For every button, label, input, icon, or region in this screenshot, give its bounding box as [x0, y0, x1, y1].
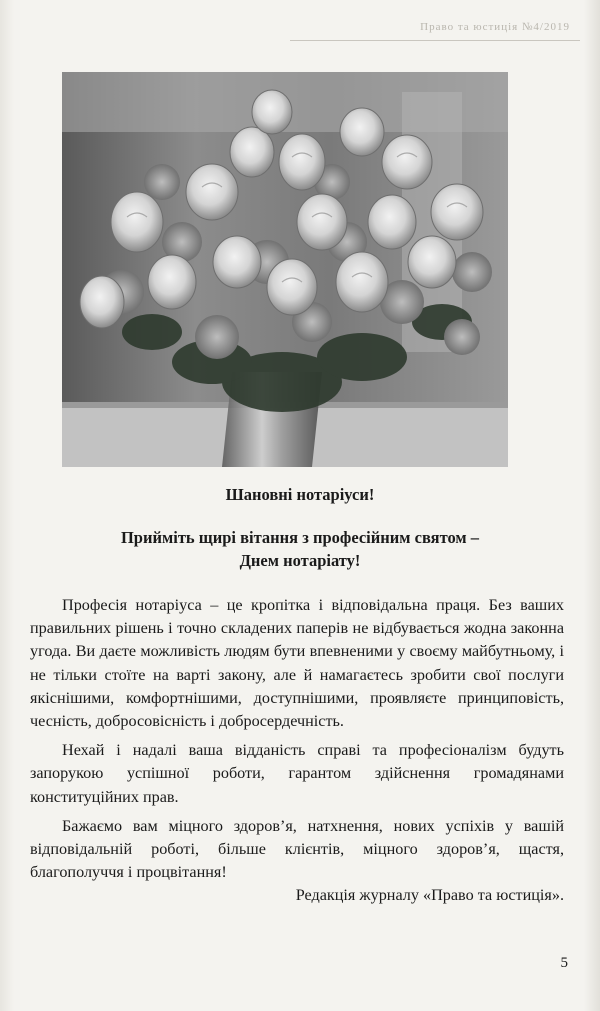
paragraph-3: Бажаємо вам міцного здоров’я, натхнення, нових успіхів у вашій відповідальній роботі, більше клієнтів, міцного здоров’я, щастя, благополуччя і процвітання! — [30, 816, 564, 882]
paragraph-2: Нехай і надалі ваша відданість справі та професіоналізм будуть запорукою успішної роботи, гарантом здійснення громадянами конституційних прав. — [30, 741, 564, 806]
congratulation-heading-line2: Днем нотаріату! — [239, 551, 361, 570]
congratulation-heading-line1: Прийміть щирі вітання з професійним святом – — [120, 528, 480, 547]
running-header: Право та юстиція №4/2019 — [290, 14, 580, 41]
greeting-heading: Шановні нотаріуси! — [225, 485, 375, 504]
roses-bouquet-photo — [62, 72, 508, 467]
signature: Редакція журналу «Право та юстиція». — [295, 886, 564, 904]
paragraph-1: Професія нотаріуса – це кропітка і відповідальна праця. Без ваших правильних рішень і точно складених паперів не відбувається жодна законна угода. Ви даєте можливість людям бути впевненими у своєму майбутньому, і не тільки стоїте на варті закону, але й намагаєтесь зробити свої послуги якіснішими, комфортнішими, доступнішими, проявляєте принциповість, чесність, добросовісність і доброcердечність. — [30, 596, 564, 731]
letter-body — [30, 594, 564, 884]
page-number: 5 — [560, 955, 568, 971]
